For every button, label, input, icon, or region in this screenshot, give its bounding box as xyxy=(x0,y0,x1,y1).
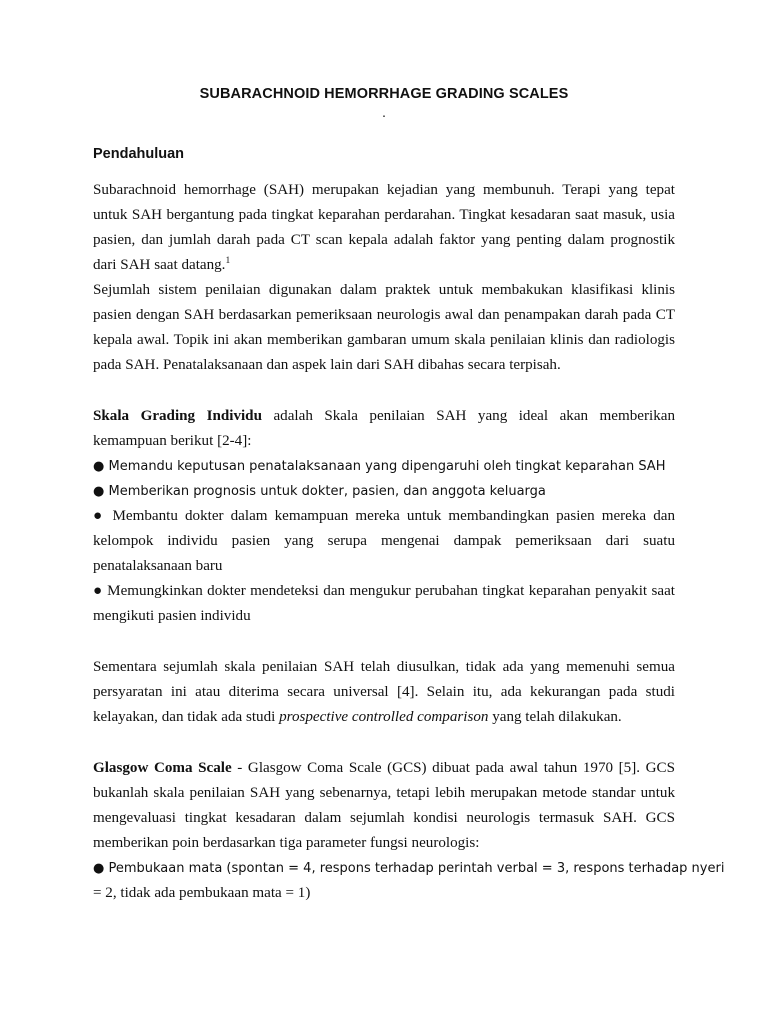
intro-line-4 xyxy=(93,253,675,278)
title-dot: . xyxy=(382,106,386,121)
skala-bullet-3-line-2: kelompok individu pasien yang serupa mengenai dampak pemeriksaan dari suatu xyxy=(93,533,675,549)
sementara-line-1: Sementara sejumlah skala penilaian SAH telah diusulkan, tidak ada yang memenuhi semua xyxy=(93,659,675,675)
gcs-line-2: bukanlah skala penilaian SAH yang sebenarnya, tetapi lebih merupakan metode standar untuk xyxy=(93,785,675,801)
section-heading-pendahuluan: Pendahuluan xyxy=(93,146,185,162)
gcs-line-1 xyxy=(93,756,675,781)
skala-bullet-2: ● Memberikan prognosis untuk dokter, pasien, dan anggota keluarga xyxy=(93,484,546,499)
document-title: SUBARACHNOID HEMORRHAGE GRADING SCALES xyxy=(199,86,569,102)
gcs-line-1-text: - Glasgow Coma Scale (GCS) dibuat pada awal tahun 1970 [5]. GCS xyxy=(231,760,675,776)
sementara-line-2: persyaratan ini atau diterima secara universal [4]. Selain itu, ada kekurangan pada studi xyxy=(93,684,675,700)
sementara-emphasis: prospective controlled comparison xyxy=(279,709,489,725)
intro-line-6: pasien dengan SAH berdasarkan pemeriksaan neurologis awal dan penampakan darah pada CT xyxy=(93,307,675,323)
sementara-line-3 xyxy=(93,705,675,730)
skala-line-2: kemampuan berikut [2-4]: xyxy=(93,433,252,449)
gcs-line-3: mengevaluasi tingkat kesadaran dalam sejumlah kondisi neurologis termasuk SAH. GCS xyxy=(93,810,675,826)
intro-line-4-text: dari SAH saat datang. xyxy=(93,257,226,273)
intro-line-5: Sejumlah sistem penilaian digunakan dalam praktek untuk membakukan klasifikasi klinis xyxy=(93,282,675,298)
sementara-line-3-a: kelayakan, dan tidak ada studi xyxy=(93,709,280,725)
intro-line-8: pada SAH. Penatalaksanaan dan aspek lain dari SAH dibahas secara terpisah. xyxy=(93,357,561,373)
intro-line-7: kepala awal. Topik ini akan memberikan gambaran umum skala penilaian klinis dan radiologis xyxy=(93,332,675,348)
skala-line-1-text: adalah Skala penilaian SAH yang ideal akan memberikan xyxy=(261,408,675,424)
sementara-line-3-b: yang telah dilakukan. xyxy=(488,709,622,725)
gcs-line-4: memberikan poin berdasarkan tiga parameter fungsi neurologis: xyxy=(93,835,480,851)
gcs-bullet-1-line-1: ● Pembukaan mata (spontan = 4, respons terhadap perintah verbal = 3, respons terhadap nyeri xyxy=(93,861,725,876)
sementara-paragraph xyxy=(93,655,675,730)
gcs-bullet-1-line-2: = 2, tidak ada pembukaan mata = 1) xyxy=(93,885,311,901)
skala-bullet-4-line-1: ● Memungkinkan dokter mendeteksi dan mengukur perubahan tingkat keparahan penyakit saat xyxy=(93,583,675,599)
skala-bullet-1: ● Memandu keputusan penatalaksanaan yang dipengaruhi oleh tingkat keparahan SAH xyxy=(93,459,666,474)
skala-bullet-3-line-3: penatalaksanaan baru xyxy=(93,558,223,574)
intro-line-1: Subarachnoid hemorrhage (SAH) merupakan kejadian yang membunuh. Terapi yang tepat xyxy=(93,182,675,198)
gcs-paragraph xyxy=(93,756,725,906)
skala-bullet-4-line-2: mengikuti pasien individu xyxy=(93,608,251,624)
intro-paragraph xyxy=(93,178,675,378)
skala-term: Skala Grading Individu xyxy=(93,408,262,424)
gcs-term: Glasgow Coma Scale xyxy=(93,760,232,776)
reference-superscript: 1 xyxy=(225,256,231,266)
skala-paragraph xyxy=(93,404,675,629)
skala-bullet-3-line-1: ● Membantu dokter dalam kemampuan mereka untuk membandingkan pasien mereka dan xyxy=(93,508,675,524)
skala-line-1 xyxy=(93,404,675,429)
intro-line-3: pasien, dan jumlah darah pada CT scan kepala adalah faktor yang penting dalam prognostik xyxy=(93,232,675,248)
intro-line-2: untuk SAH bergantung pada tingkat keparahan perdarahan. Tingkat kesadaran saat masuk, usia xyxy=(93,207,675,223)
